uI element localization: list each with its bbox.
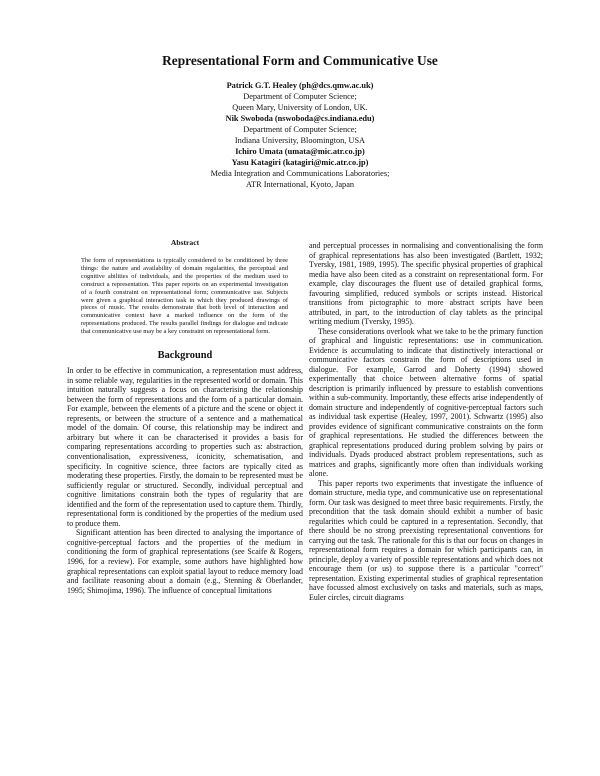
paper-title: Representational Form and Communicative Use (162, 53, 438, 68)
left-column (67, 238, 303, 595)
author-1 (0, 80, 600, 113)
affiliation-line: Department of Computer Science; (243, 92, 357, 101)
author-name: Yasu Katagiri (katagiri@mic.atr.co.jp) (231, 158, 369, 167)
body-paragraph: In order to be effective in communication, a representation must address, in some reliable way, regularities in the represented world or domain. This intuition naturally suggests a focus on characterising the relationship between the form of representations and the form of a particular domain. For example, between the elements of a picture and the scene or object it represents, or between the structure of a sentence and a mathematical model of the domain. Of course, this relationship may be indirect and arbitrary but where it can be characterised it provides a basis for comparing representations according to properties such as: abstraction, conventionalisation, expressiveness, iconicity, schematisation, and specificity. In cognitive science, three factors are typically cited as moderating these properties. Firstly, the domain to be represented must be sufficiently regular or structured. Secondly, individual perceptual and cognitive limitations constrain both the types of regularity that are identified and the form of the representation used to capture them. Thirdly, representational form is conditioned by the properties of the medium used to produce them. (67, 366, 303, 528)
background-heading: Background (157, 350, 213, 362)
affiliation-line: Indiana University, Bloomington, USA (234, 136, 366, 145)
body-paragraph: This paper reports two experiments that investigate the influence of domain structure, media type, and communicative use on representational form. Our task was designed to meet three basic requirements. Firstly, the precondition that the task domain should exhibit a number of basic regularities which could be captured in a representation. Secondly, that there should be no strong preexisting representational conventions for carrying out the task. The rationale for this is that our focus on changes in representational form requires a domain for which participants can, in principle, deploy a variety of possible representations and which does not encourage them (or us) to suppose there is a particular "correct" representation. Existing experimental studies of graphical representation have focussed almost exclusively on tasks and materials, such as maps, Euler circles, circuit diagrams (309, 478, 543, 602)
author-name: Ichiro Umata (umata@mic.atr.co.jp) (235, 147, 365, 156)
author-block (0, 80, 600, 190)
body-paragraph: and perceptual processes in normalising and conventionalising the form of graphical representations has also been investigated (Bartlett, 1932; Tversky, 1981, 1989, 1995). The specific physical properties of graphical media have also been cited as a constraint on representational form. For example, clay discourages the fluent use of detailed graphical forms, favouring simplified, reduced symbols or scripts instead. Historical transitions from pictographic to more abstract scripts have been attributed, in part, to the introduction of clay tablets as the principal writing medium (Tversky, 1995). (309, 241, 543, 326)
right-column (309, 241, 543, 602)
body-paragraph: Significant attention has been directed to analysing the importance of cognitive-perceptual factors and the properties of the medium in conditioning the form of graphical representations (see Scaife & Rogers, 1996, for a review). For example, some authors have highlighted how graphical representations can exploit spatial layout to reduce memory load and facilitate reasoning about a domain (e.g., Stenning & Oberlander, 1995; Shimojima, 1996). The influence of conceptual limitations (67, 528, 303, 595)
author-name: Patrick G.T. Healey (ph@dcs.qmw.ac.uk) (226, 81, 374, 90)
affiliation-line: Queen Mary, University of London, UK. (232, 103, 368, 112)
affiliation-line: ATR International, Kyoto, Japan (245, 180, 355, 189)
abstract-heading: Abstract (170, 238, 200, 247)
abstract-text: The form of representations is typically considered to be conditioned by three things: the nature and availability of domain regularities, the perceptual and cognitive abilities of individuals, and the properties of the medium used to construct a representation. This paper reports on an experimental investigation of a fourth constraint on representational form; communicative use. Subjects were given a graphical interaction task in which they produced drawings of pieces of music. The results demonstrate that both level of interaction and communicative context have a marked influence on the form of the representations produced. The results parallel findings for dialogue and indicate that communicative use may be a key constraint on representational form. (81, 257, 288, 336)
author-3 (0, 146, 600, 157)
author-name: Nik Swoboda (nswoboda@cs.indiana.edu) (225, 114, 375, 123)
body-paragraph: These considerations overlook what we take to be the primary function of graphical and linguistic representations: use in communication. Evidence is accumulating to indicate that distinctively interactional or communicative factors constrain the form of descriptions used in dialogue. For example, Garrod and Doherty (1994) showed experimentally that choice between alternative forms of spatial description is primarily influenced by pressure to establish conventions within a sub-community. Importantly, these effects arise independently of domain structure and independently of cognitive-perceptual factors such as individual task expertise (Healey, 1997, 2001). Schwartz (1995) also provides evidence of significant communicative constraints on the form of graphical representations. He studied the differences between the graphical representations produced during problem solving by pairs or individuals. Dyads produced abstract problem representations, such as matrices and graphs, significantly more often than individuals working alone. (309, 326, 543, 478)
author-2 (0, 113, 600, 146)
affiliation-line: Department of Computer Science; (243, 125, 357, 134)
affiliation-line: Media Integration and Communications Laboratories; (210, 169, 390, 178)
author-4 (0, 157, 600, 190)
